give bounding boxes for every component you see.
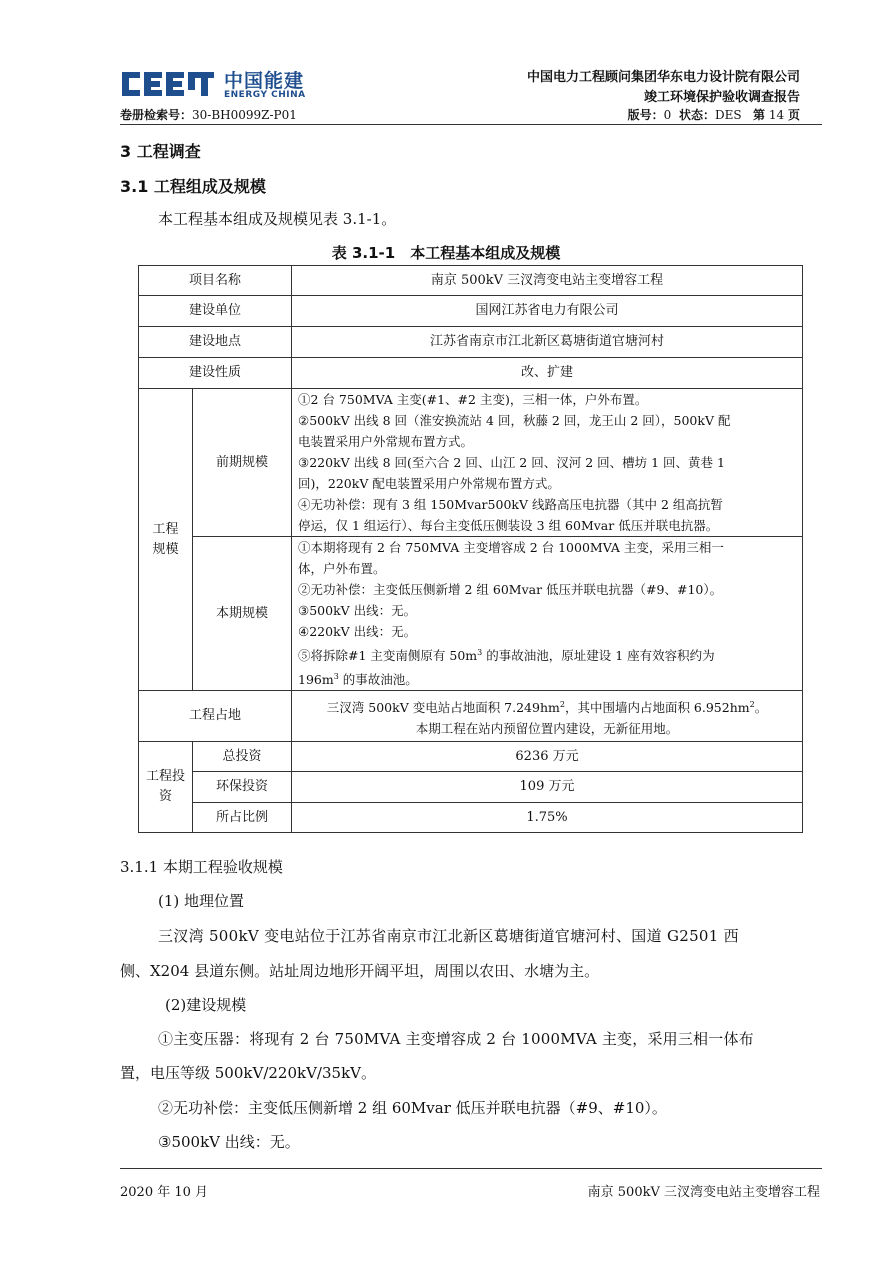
current-line5-b: 的事故油池，原址建设 1 座有效容积约为: [482, 648, 715, 664]
current-line: ③500kV 出线：无。: [298, 603, 417, 618]
current-line6-sup: 3: [333, 672, 339, 682]
status-value: DES: [714, 108, 742, 122]
doc-number: 30-BH0099Z-P01: [192, 108, 297, 122]
version-info: [628, 106, 800, 123]
prior-line: ③220kV 出线 8 回(至六合 2 回、山江 2 回、汊河 2 回、槽坊 1 回、黄巷 1: [298, 455, 725, 470]
geo-paragraph-line1: 三汊湾 500kV 变电站位于江苏省南京市江北新区葛塘街道官塘河村、国道 G2501 西: [158, 927, 739, 945]
project-info-table: [138, 265, 803, 833]
current-line: [298, 666, 800, 690]
land-line1: [294, 694, 800, 718]
document-number: [120, 106, 297, 123]
land-line1-c: 。: [754, 699, 768, 715]
footer-divider: [120, 1168, 822, 1169]
investment-label-line1: 工程投: [145, 769, 185, 785]
land-line1-b: ，其中围墙内占地面积 6.952hm: [564, 699, 750, 715]
prior-line: ④无功补偿：现有 3 组 150Mvar500kV 线路高压电抗器（其中 2 组高抗暂: [298, 497, 723, 512]
project-name-label: 项目名称: [139, 266, 292, 296]
current-line5-sup: 3: [477, 648, 483, 657]
version-label: 版号：: [627, 108, 664, 122]
current-line: ①本期将现有 2 台 750MVA 主变增容成 2 台 1000MVA 主变，采用三相一: [298, 540, 724, 555]
ratio-label: 所占比例: [193, 803, 292, 833]
total-investment-label: 总投资: [193, 742, 292, 772]
table-row: [139, 537, 803, 691]
land-line1-sup1: 2: [559, 699, 565, 709]
current-line: [298, 642, 800, 666]
current-line6-b: 的事故油池。: [338, 672, 418, 688]
prior-line: 回)，220kV 配电装置采用户外常规布置方式。: [298, 476, 560, 491]
company-logo: [120, 66, 320, 102]
header-divider: [120, 124, 822, 125]
builder-value: 国网江苏省电力有限公司: [292, 296, 803, 327]
status-label: 状态：: [678, 108, 715, 122]
table-caption: 表 3.1-1 本工程基本组成及规模: [331, 244, 561, 262]
nature-value: 改、扩建: [292, 358, 803, 389]
current-line: ②无功补偿：主变低压侧新增 2 组 60Mvar 低压并联电抗器（#9、#10）。: [298, 582, 723, 597]
page-prefix: 第: [753, 108, 766, 122]
prior-line: ②500kV 出线 8 回（淮安换流站 4 回，秋藤 2 回，龙王山 2 回），500kV 配: [298, 413, 731, 428]
table-row: [139, 803, 803, 833]
company-name: 中国电力工程顾问集团华东电力设计院有限公司: [526, 70, 800, 85]
prior-scale-label: 前期规模: [193, 389, 292, 537]
site-value: 江苏省南京市江北新区葛塘街道官塘河村: [292, 327, 803, 358]
geo-paragraph-line2: 侧、X204 县道东侧。站址周边地形开阔平坦，周围以农田、水塘为主。: [120, 962, 600, 980]
scale-label: [139, 389, 193, 691]
scale-label-line1: 工程: [152, 521, 179, 537]
table-row: [139, 266, 803, 296]
scale-label-line2: 规模: [152, 541, 179, 557]
ceec-logo-icon: [120, 68, 216, 100]
geo-location-title: (1) 地理位置: [158, 892, 245, 910]
prior-line: 电装置采用户外常规布置方式。: [298, 434, 474, 449]
subsection-3-1-1-heading: 3.1.1 本期工程验收规模: [120, 858, 283, 876]
land-line1-a: 三汊湾 500kV 变电站占地面积 7.249hm: [326, 699, 560, 715]
table-row: [139, 389, 803, 537]
site-label: 建设地点: [139, 327, 292, 358]
total-investment-value: 6236 万元: [292, 742, 803, 772]
investment-label-line2: 资: [158, 789, 172, 805]
land-label: 工程占地: [139, 691, 292, 742]
land-line2: 本期工程在站内预留位置内建设，无新征用地。: [415, 720, 679, 736]
prior-line: 停运，仅 1 组运行）、每台主变低压侧装设 3 组 60Mvar 低压并联电抗器。: [298, 518, 719, 533]
footer-date: 2020 年 10 月: [120, 1185, 209, 1200]
item2: ②无功补偿：主变低压侧新增 2 组 60Mvar 低压并联电抗器（#9、#10）。: [158, 1099, 667, 1117]
table-row: [139, 772, 803, 803]
page-suffix: 页: [787, 108, 800, 122]
logo-english-text: ENERGY CHINA: [224, 90, 306, 100]
table-row: [139, 327, 803, 358]
env-investment-label: 环保投资: [193, 772, 292, 803]
version-value: 0: [663, 108, 672, 122]
subsection-heading: 3.1 工程组成及规模: [120, 177, 266, 196]
nature-label: 建设性质: [139, 358, 292, 389]
table-row: [139, 742, 803, 772]
report-title: 竣工环境保护验收调查报告: [643, 90, 800, 105]
current-line5-a: ⑤将拆除#1 主变南侧原有 50m: [298, 648, 478, 664]
item1-line1: ①主变压器：将现有 2 台 750MVA 主变增容成 2 台 1000MVA 主变，采用三相一体布: [158, 1030, 754, 1048]
prior-line: ①2 台 750MVA 主变(#1、#2 主变)，三相一体，户外布置。: [298, 392, 648, 407]
land-value: [292, 691, 803, 742]
land-line1-sup2: 2: [749, 699, 755, 709]
ratio-value: 1.75%: [292, 803, 803, 833]
table-row: [139, 358, 803, 389]
builder-label: 建设单位: [139, 296, 292, 327]
section-heading: 3 工程调查: [120, 142, 201, 161]
prior-scale-value: [292, 389, 803, 537]
item1-line2: 置，电压等级 500kV/220kV/35kV。: [120, 1064, 376, 1082]
table-row: [139, 296, 803, 327]
page-number: 14: [768, 108, 785, 122]
current-scale-label: 本期规模: [193, 537, 292, 691]
build-scale-title: (2)建设规模: [165, 996, 247, 1014]
env-investment-value: 109 万元: [292, 772, 803, 803]
doc-label: 卷册检索号：: [120, 108, 193, 122]
current-line: 体，户外布置。: [298, 561, 386, 576]
current-line: ④220kV 出线：无。: [298, 624, 417, 639]
investment-label: [139, 742, 193, 833]
intro-paragraph: 本工程基本组成及规模见表 3.1-1。: [158, 210, 397, 228]
logo-chinese-text: 中国能建: [224, 70, 305, 92]
footer-project: 南京 500kV 三汊湾变电站主变增容工程: [587, 1185, 820, 1200]
current-line6-a: 196m: [298, 672, 334, 688]
table-row: [139, 691, 803, 742]
project-name-value: 南京 500kV 三汊湾变电站主变增容工程: [292, 266, 803, 296]
item3: ③500kV 出线：无。: [158, 1133, 300, 1151]
current-scale-value: [292, 537, 803, 691]
